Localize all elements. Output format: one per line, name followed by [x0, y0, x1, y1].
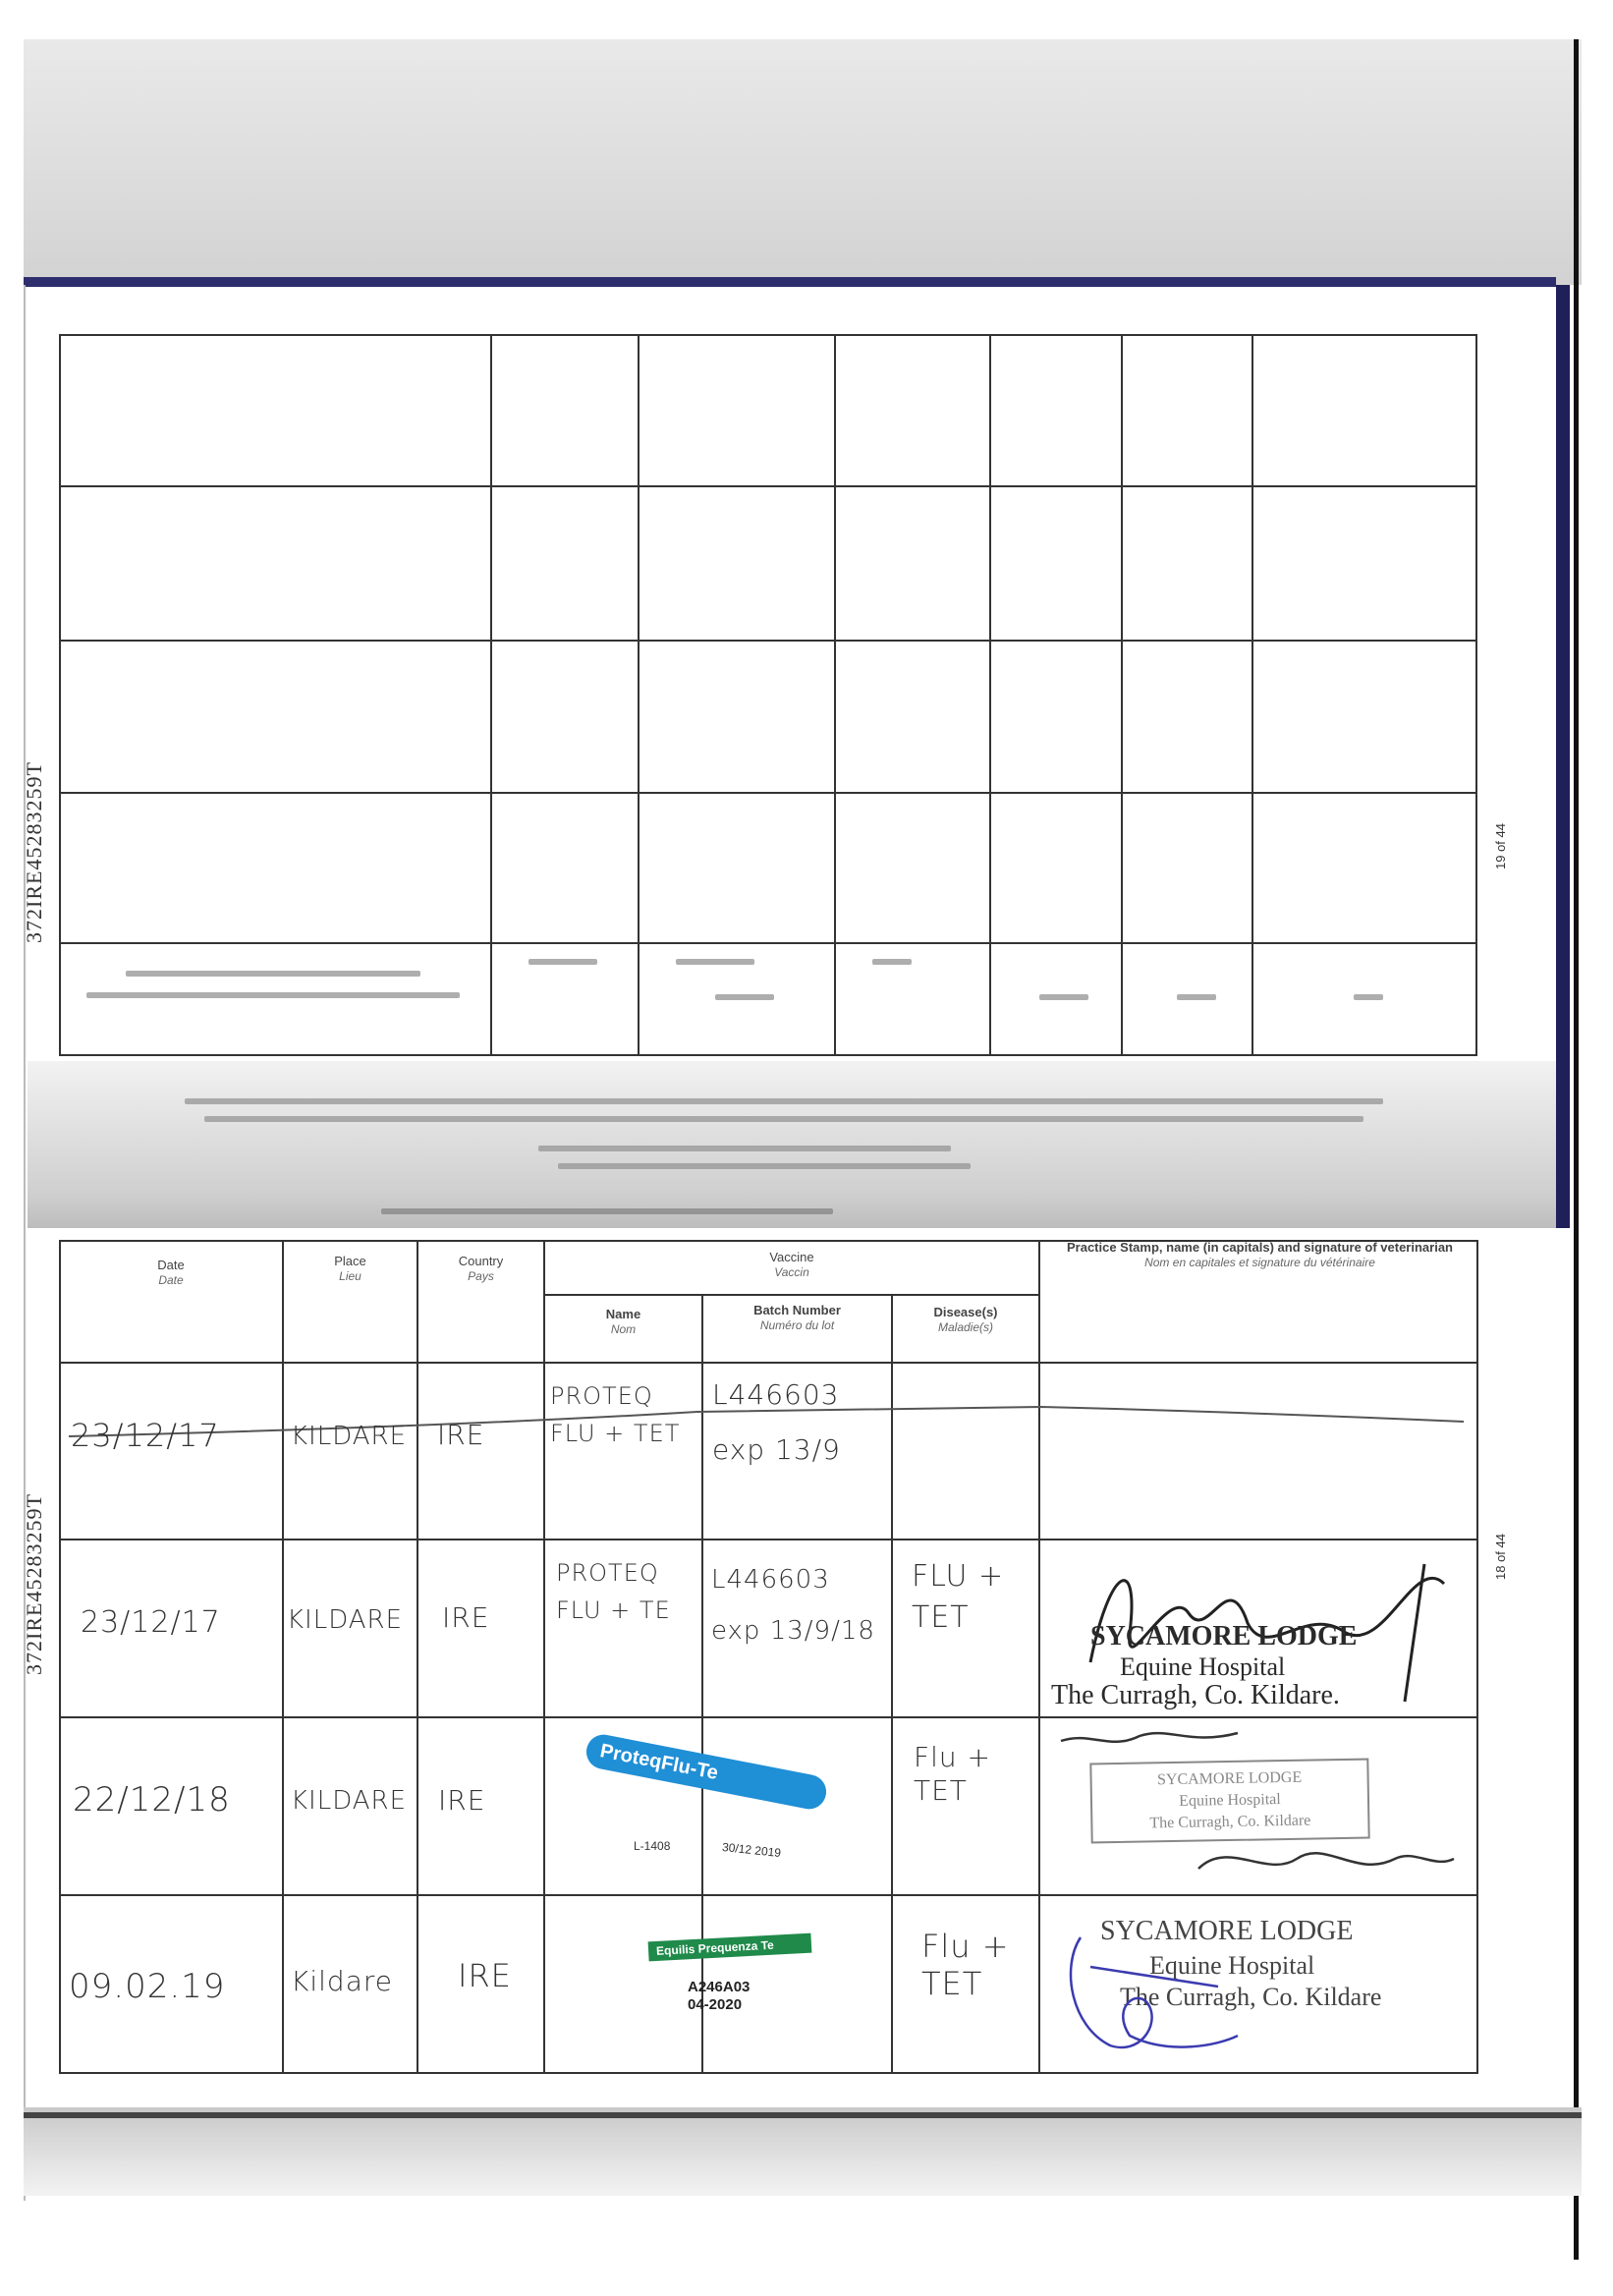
row3-disease: Flu + TET — [914, 1741, 991, 1807]
row3-vaccine-label — [575, 1741, 850, 1888]
header-vaccine: Vaccine Vaccin — [769, 1250, 814, 1279]
equilis-batch: A246A03 — [688, 1979, 751, 1995]
equilis-expiry: 04-2020 — [688, 1996, 743, 2013]
page-edge-top — [24, 277, 1556, 287]
header-place: Place Lieu — [334, 1254, 366, 1283]
row2-country: IRE — [442, 1601, 490, 1634]
row4-country: IRE — [458, 1957, 512, 1994]
binding-bar — [1556, 285, 1570, 1228]
row3-vet-stamp — [1051, 1721, 1474, 1898]
row3-place: KILDARE — [291, 1786, 408, 1816]
header-stamp: Practice Stamp, name (in capitals) and signature of veterinarian Nom en capitales et signature du vétérinaire — [1066, 1240, 1453, 1269]
scan-left-edge — [24, 285, 26, 2201]
row1-country: IRE — [437, 1419, 485, 1451]
row3-date: 22/12/18 — [73, 1780, 231, 1820]
row4-vaccine-label — [639, 1928, 855, 2045]
header-disease: Disease(s) Maladie(s) — [933, 1305, 998, 1334]
row2-name: PROTEQ FLU + TE — [556, 1559, 671, 1624]
row4-date: 09.02.19 — [69, 1967, 226, 2006]
proteq-sticker: ProteqFlu-Te — [584, 1732, 829, 1813]
equilis-sticker: Equilis Prequenza Te — [648, 1933, 812, 1962]
row3-signature — [1051, 1721, 1474, 1898]
page-edge-bottom — [24, 2112, 1582, 2118]
upper-side-id: 372IRE45283259T — [22, 761, 46, 943]
row4-place: Kildare — [291, 1965, 393, 1997]
row4-vet-stamp: SYCAMORE LODGE Equine Hospital The Curragh, Co. Kildare — [1051, 1908, 1474, 2065]
row1-place: KILDARE — [291, 1422, 408, 1451]
row2-disease: FLU + TET — [912, 1559, 1005, 1635]
row4-disease: Flu + TET — [921, 1928, 1010, 2002]
upper-page-faded-footer — [28, 1061, 1556, 1228]
row1-date: 23/12/17 — [71, 1417, 220, 1454]
row1-name: PROTEQ FLU + TET — [550, 1382, 681, 1447]
upper-page-number: 19 of 44 — [1493, 823, 1508, 869]
row1-batch: L446603 exp 13/9 — [712, 1378, 841, 1466]
lower-page-number: 18 of 44 — [1493, 1534, 1508, 1580]
header-country: Country Pays — [458, 1254, 504, 1283]
header-date: Date Date — [157, 1258, 185, 1287]
vaccination-table — [59, 1240, 1478, 2075]
header-name: Name Nom — [605, 1307, 641, 1336]
scan-top-shadow — [24, 39, 1582, 285]
lower-side-id: 372IRE45283259T — [22, 1493, 46, 1675]
scan-right-edge — [1574, 39, 1579, 2260]
proteq-batch: L-1408 — [634, 1839, 671, 1853]
row2-date: 23/12/17 — [81, 1605, 221, 1640]
sycamore-stamp-box: SYCAMORE LODGE Equine Hospital The Curragh, Co. Kildare — [1089, 1759, 1369, 1844]
header-batch: Batch Number Numéro du lot — [753, 1303, 841, 1332]
row2-batch: L446603 exp 13/9/18 — [711, 1565, 875, 1646]
row2-vet-stamp: SYCAMORE LODGE Equine Hospital The Curragh, Co. Kildare. — [1051, 1544, 1474, 1711]
row4-signature — [1051, 1908, 1474, 2065]
row3-country: IRE — [438, 1784, 486, 1817]
proteq-expiry: 30/12 2019 — [721, 1839, 782, 1861]
row2-place: KILDARE — [287, 1605, 404, 1635]
upper-empty-grid — [59, 334, 1478, 1056]
scan-bottom-shadow — [24, 2107, 1582, 2196]
